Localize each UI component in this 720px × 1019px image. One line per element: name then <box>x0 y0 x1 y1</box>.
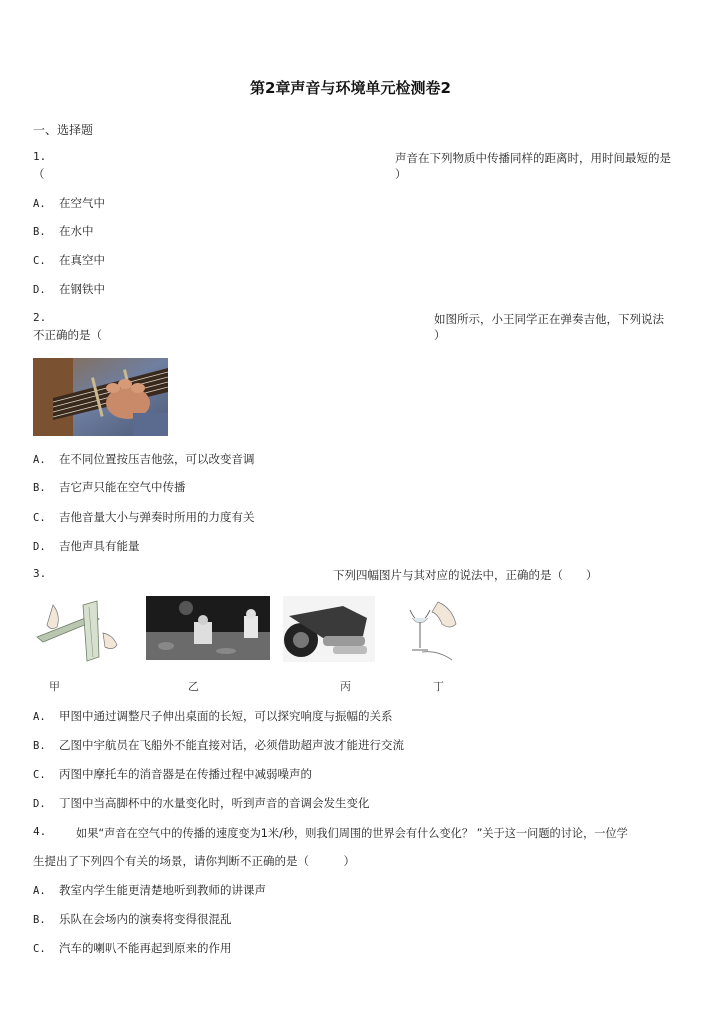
option-letter: D. <box>33 798 46 810</box>
option-text: 乐队在会场内的演奏将变得很混乱 <box>59 912 232 926</box>
option-a[interactable] <box>33 882 266 898</box>
question-number: 1. <box>33 150 47 163</box>
question-stem-cont: 不正确的是（ <box>33 328 102 342</box>
page-title: 第2章声音与环境单元检测卷2 <box>250 79 451 97</box>
option-b[interactable] <box>33 479 186 495</box>
option-letter: B. <box>33 482 46 494</box>
question-stem-cont: 生提出了下列四个有关的场景，请你判断不正确的是（ ） <box>33 854 355 868</box>
option-text: 甲图中通过调整尺子伸出桌面的长短，可以探究响度与振幅的关系 <box>59 709 393 723</box>
option-letter: B. <box>33 914 46 926</box>
option-letter: D. <box>33 541 46 553</box>
paren-close: ） <box>434 328 446 342</box>
question-number: 4. <box>33 825 47 838</box>
option-text: 在水中 <box>59 224 94 238</box>
option-letter: A. <box>33 198 46 210</box>
option-letter: A. <box>33 454 46 466</box>
question-stem: 下列四幅图片与其对应的说法中，正确的是（ ） <box>333 568 598 582</box>
option-letter: C. <box>33 943 46 955</box>
option-a[interactable] <box>33 195 105 211</box>
option-c[interactable] <box>33 252 105 268</box>
option-text: 吉他音量大小与弹奏时所用的力度有关 <box>59 510 255 524</box>
question-number: 2. <box>33 311 47 324</box>
option-b[interactable] <box>33 737 404 753</box>
figure-label-yi: 乙 <box>188 680 199 693</box>
paren-open: （ <box>33 167 45 181</box>
option-text: 丙图中摩托车的消音器是在传播过程中减弱噪声的 <box>59 767 312 781</box>
question-stem: 如果“声音在空气中的传播的速度变为1米/秒，则我们周围的世界会有什么变化？ ”关于这一问题的讨论，一位学 <box>76 827 628 840</box>
option-letter: C. <box>33 512 46 524</box>
paren-close: ） <box>395 167 407 181</box>
option-letter: A. <box>33 711 46 723</box>
option-b[interactable] <box>33 223 94 239</box>
option-text: 汽车的喇叭不能再起到原来的作用 <box>59 941 232 955</box>
option-text: 教室内学生能更清楚地听到教师的讲课声 <box>59 883 266 897</box>
figure-label-ding: 丁 <box>433 680 444 693</box>
ruler-figure <box>33 597 125 663</box>
option-text: 在不同位置按压吉他弦，可以改变音调 <box>59 452 255 466</box>
option-text: 在钢铁中 <box>59 282 105 296</box>
astronaut-figure <box>146 596 270 660</box>
figure-label-bing: 丙 <box>340 680 351 693</box>
option-text: 乙图中宇航员在飞船外不能直接对话，必须借助超声波才能进行交流 <box>59 738 404 752</box>
option-letter: D. <box>33 284 46 296</box>
option-letter: C. <box>33 255 46 267</box>
option-b[interactable] <box>33 911 232 927</box>
wine-glass-figure <box>398 596 468 664</box>
option-a[interactable] <box>33 451 255 467</box>
option-c[interactable] <box>33 940 232 956</box>
option-letter: B. <box>33 740 46 752</box>
guitar-photo <box>33 358 168 436</box>
question-stem: 声音在下列物质中传播同样的距离时，用时间最短的是 <box>395 151 671 165</box>
option-d[interactable] <box>33 795 370 811</box>
option-text: 丁图中当高脚杯中的水量变化时，听到声音的音调会发生变化 <box>59 796 370 810</box>
option-c[interactable] <box>33 509 255 525</box>
option-text: 吉他声具有能量 <box>59 539 140 553</box>
motorcycle-figure <box>283 596 375 662</box>
option-letter: B. <box>33 226 46 238</box>
option-c[interactable] <box>33 766 312 782</box>
option-a[interactable] <box>33 708 393 724</box>
option-letter: C. <box>33 769 46 781</box>
section-heading: 一、选择题 <box>33 123 94 137</box>
option-d[interactable] <box>33 538 140 554</box>
figure-label-jia: 甲 <box>49 680 60 693</box>
option-d[interactable] <box>33 281 105 297</box>
question-stem: 如图所示，小王同学正在弹奏吉他，下列说法 <box>434 312 664 326</box>
option-text: 在空气中 <box>59 196 105 210</box>
option-text: 吉它声只能在空气中传播 <box>59 480 186 494</box>
question-number: 3. <box>33 567 47 580</box>
option-letter: A. <box>33 885 46 897</box>
option-text: 在真空中 <box>59 253 105 267</box>
